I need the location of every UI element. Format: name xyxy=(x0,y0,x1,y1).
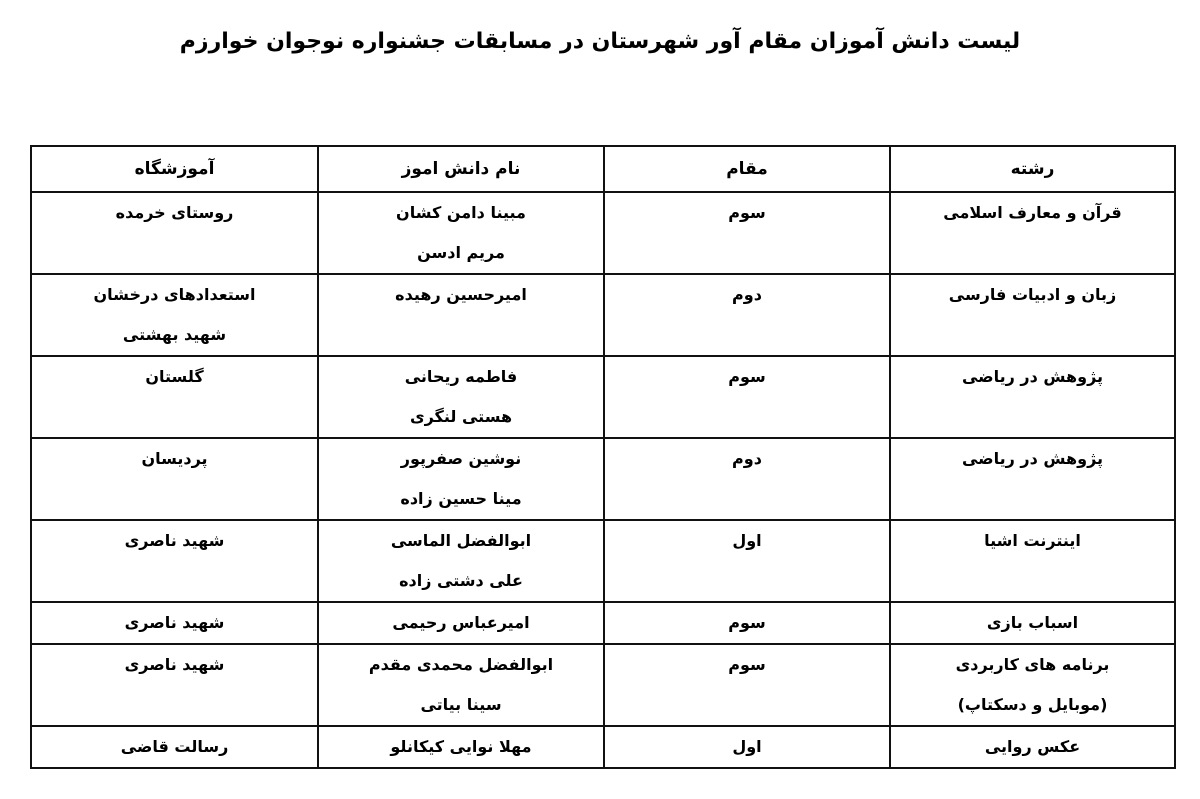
cell-student: امیرحسین رهیده xyxy=(318,274,604,356)
cell-student: ابوالفضل محمدی مقدم سینا بیاتی xyxy=(318,644,604,726)
cell-field: عکس روایی xyxy=(890,726,1175,768)
cell-student: مبینا دامن کشان مریم ادسن xyxy=(318,192,604,274)
cell-school: شهید ناصری xyxy=(31,644,318,726)
cell-school: شهید ناصری xyxy=(31,602,318,644)
cell-rank: اول xyxy=(604,520,890,602)
cell-student: فاطمه ریحانی هستی لنگری xyxy=(318,356,604,438)
cell-rank: سوم xyxy=(604,192,890,274)
table-row xyxy=(31,726,1175,768)
header-school: آموزشگاه xyxy=(31,146,318,192)
document-title: لیست دانش آموزان مقام آور شهرستان در مسابقات جشنواره نوجوان خوارزم xyxy=(179,29,1021,54)
cell-school: استعدادهای درخشان شهید بهشتی xyxy=(31,274,318,356)
cell-school: رسالت قاضی xyxy=(31,726,318,768)
cell-rank: سوم xyxy=(604,356,890,438)
cell-field: زبان و ادبیات فارسی xyxy=(890,274,1175,356)
table-row xyxy=(31,192,1175,274)
cell-rank: اول xyxy=(604,726,890,768)
cell-school: گلستان xyxy=(31,356,318,438)
cell-school: پردیسان xyxy=(31,438,318,520)
cell-field: پژوهش در ریاضی xyxy=(890,356,1175,438)
header-student: نام دانش اموز xyxy=(318,146,604,192)
cell-field: اسباب بازی xyxy=(890,602,1175,644)
cell-rank: سوم xyxy=(604,644,890,726)
winners-table xyxy=(30,145,1176,769)
table-row xyxy=(31,644,1175,726)
table-row xyxy=(31,356,1175,438)
cell-rank: دوم xyxy=(604,274,890,356)
cell-student: ابوالفضل الماسی علی دشتی زاده xyxy=(318,520,604,602)
cell-student: نوشین صفرپور مینا حسین زاده xyxy=(318,438,604,520)
cell-school: روستای خرمده xyxy=(31,192,318,274)
cell-field: برنامه های کاربردی (موبایل و دسکتاپ) xyxy=(890,644,1175,726)
cell-rank: دوم xyxy=(604,438,890,520)
table-row xyxy=(31,520,1175,602)
cell-field: قرآن و معارف اسلامی xyxy=(890,192,1175,274)
cell-student: مهلا نوایی کیکانلو xyxy=(318,726,604,768)
table-row xyxy=(31,602,1175,644)
header-rank: مقام xyxy=(604,146,890,192)
cell-student: امیرعباس رحیمی xyxy=(318,602,604,644)
cell-field: اینترنت اشیا xyxy=(890,520,1175,602)
table-row xyxy=(31,438,1175,520)
cell-field: پژوهش در ریاضی xyxy=(890,438,1175,520)
header-field: رشته xyxy=(890,146,1175,192)
cell-rank: سوم xyxy=(604,602,890,644)
cell-school: شهید ناصری xyxy=(31,520,318,602)
table-header-row xyxy=(31,146,1175,192)
table-row xyxy=(31,274,1175,356)
